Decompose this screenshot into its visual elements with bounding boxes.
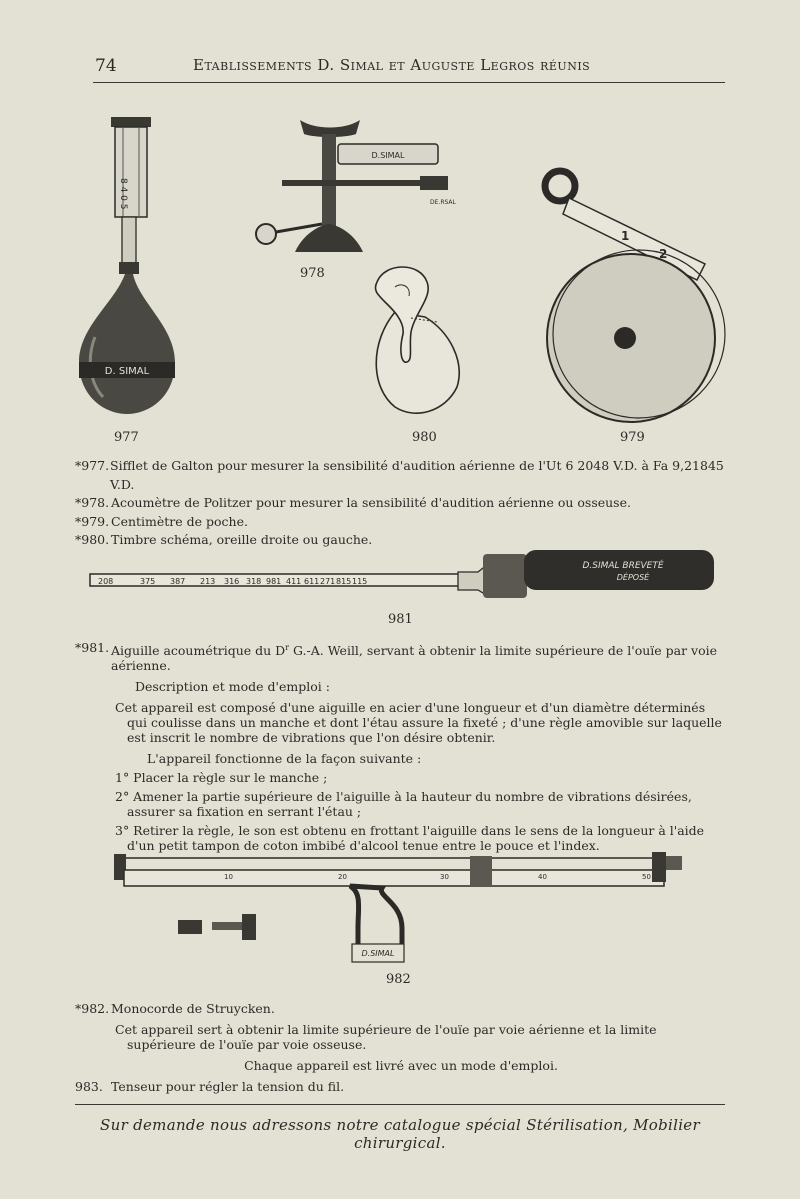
step-2: 2° Amener la partie supérieure de l'aiguille à la hauteur du nombre de vibrations désirées, assurer sa fixation en serrant l'étau ; <box>115 789 692 820</box>
svg-text:375: 375 <box>140 577 156 586</box>
tape-number-2: 2 <box>659 247 668 261</box>
item-title: Aiguille acoumétrique du $D^r$ G.-A. Weill, servant à obtenir la limite supérieure de l'ouïe par voie aérienne. <box>111 643 718 674</box>
figure-980-ear-stamp <box>365 262 465 422</box>
svg-text:387: 387 <box>170 577 186 586</box>
page-number: 74 <box>95 56 117 76</box>
figure-977-label: 977 <box>114 430 139 445</box>
engraving-line2: DÉPOSÉ <box>616 573 650 582</box>
svg-text:213: 213 <box>200 577 216 586</box>
footer-note: Sur demande nous adressons notre catalogue spécial Stérilisation, Mobilier chirurgical. <box>100 1116 700 1152</box>
svg-text:10: 10 <box>224 873 233 881</box>
description-text: Cet appareil est composé d'une aiguille en acier d'une longueur et d'un diamètre déterminés qui coulisse dans un manche et dont l'étau assure la fixeté ; d'une règle amovible sur laquelle est inscrit le nombre de vibrations que l'on désire obtenir. <box>115 700 722 746</box>
page-header <box>93 54 725 83</box>
figure-979-label: 979 <box>620 430 645 445</box>
engraving-small: DE.RSAL <box>430 199 456 206</box>
figure-982-monochord <box>112 848 687 973</box>
engraving-top: D.SIMAL <box>371 151 405 160</box>
engraving-line1: D.SIMAL BREVETÉ <box>582 561 664 571</box>
caption-num: *978. <box>75 495 110 510</box>
svg-text:50: 50 <box>642 873 651 881</box>
step-3: 3° Retirer la règle, le son est obtenu en frottant l'aiguille dans le sens de la longueur à l'aide d'un petit tampon de coton imbibé d'alcool tenue entre le pouce et l'index. <box>115 823 705 854</box>
caption-978 <box>75 494 735 513</box>
item-982-983-description <box>75 1001 727 1094</box>
svg-text:30: 30 <box>440 873 449 881</box>
svg-text:981: 981 <box>266 577 282 586</box>
svg-text:316: 316 <box>224 577 240 586</box>
item-number: *982. <box>75 1001 110 1016</box>
footer-divider <box>75 1104 725 1105</box>
figure-981-acoumetric-needle <box>88 546 718 606</box>
figure-978-label: 978 <box>300 266 325 281</box>
step-1: 1° Placer la règle sur le manche ; <box>115 770 328 786</box>
description-heading: Description et mode d'emploi : <box>135 679 330 695</box>
item-number: *981. <box>75 640 110 655</box>
item-title: Monocorde de Struycken. <box>111 1001 275 1016</box>
caption-text: Timbre schéma, oreille droite ou gauche. <box>111 532 373 547</box>
caption-num: *977. <box>75 458 110 473</box>
figure-981-label: 981 <box>388 612 413 627</box>
item-number: 983. <box>75 1079 103 1094</box>
function-heading: L'appareil fonctionne de la façon suivante : <box>147 751 422 767</box>
captions-977-980 <box>75 457 735 550</box>
caption-text: Sifflet de Galton pour mesurer la sensibilité d'audition aérienne de l'Ut 6 2048 V.D. à Fa 9,21845 V.D. <box>110 458 724 492</box>
item-982-text: Cet appareil sert à obtenir la limite supérieure de l'ouïe par voie aérienne et la limite supérieure de l'ouïe par voie osseuse. <box>115 1022 657 1052</box>
item-982-note: Chaque appareil est livré avec un mode d'emploi. <box>244 1058 558 1073</box>
caption-num: *979. <box>75 513 110 529</box>
caption-text: Centimètre de poche. <box>111 513 248 529</box>
item-981-description <box>75 640 727 853</box>
svg-text:40: 40 <box>538 873 547 881</box>
engraving-text: D. SIMAL <box>104 366 150 377</box>
engraving-text: D.SIMAL <box>361 949 395 958</box>
tape-number-1: 1 <box>621 229 630 243</box>
figure-977-galton-whistle <box>75 112 180 422</box>
figure-978-politzer-acoumeter <box>250 112 465 262</box>
figure-979-tape-measure <box>535 162 730 424</box>
svg-text:411: 411 <box>286 577 302 586</box>
svg-text:208: 208 <box>98 577 114 586</box>
svg-text:815: 815 <box>336 577 352 586</box>
item-title: Tenseur pour régler la tension du fil. <box>111 1079 345 1094</box>
svg-text:271: 271 <box>320 577 336 586</box>
svg-text:611: 611 <box>304 577 320 586</box>
svg-text:20: 20 <box>338 873 347 881</box>
svg-text:115: 115 <box>352 577 368 586</box>
caption-text: Acoumètre de Politzer pour mesurer la sensibilité d'audition aérienne ou osseuse. <box>111 495 631 510</box>
figure-980-label: 980 <box>412 430 437 445</box>
running-title: Etablissements D. Simal et Auguste Legros réunis <box>193 56 591 74</box>
caption-num: *980. <box>75 532 110 547</box>
caption-979 <box>75 513 735 532</box>
caption-977 <box>75 457 735 494</box>
svg-text:318: 318 <box>246 577 262 586</box>
figure-982-label: 982 <box>386 972 411 987</box>
scale-mark: 8 4 0 5 <box>118 178 128 210</box>
